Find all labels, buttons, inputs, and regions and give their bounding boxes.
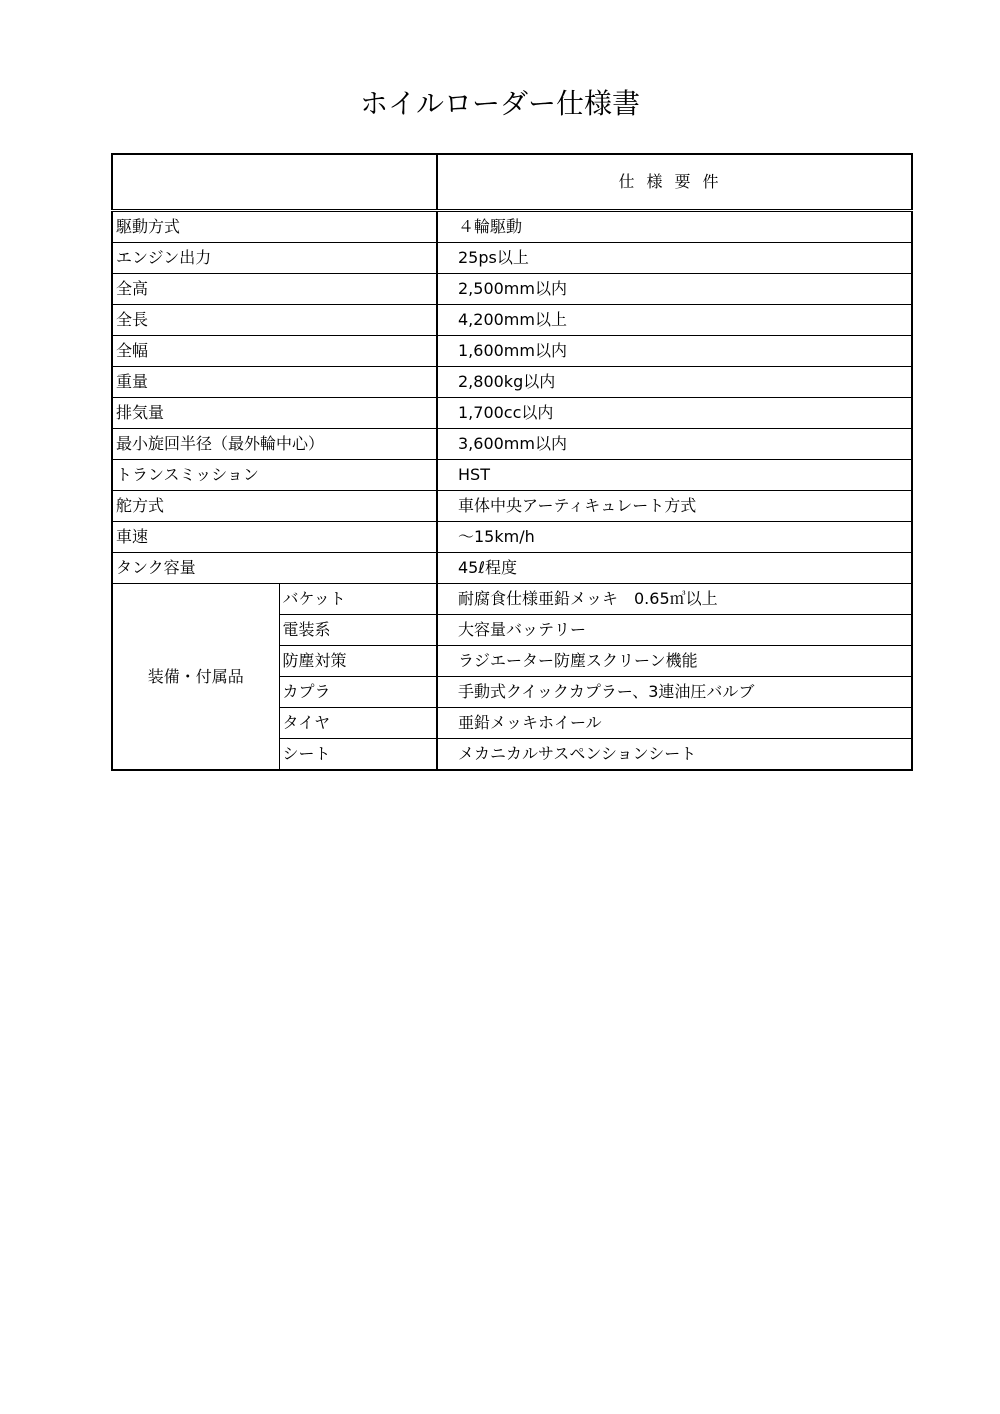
table-row bbox=[112, 429, 912, 460]
table-row bbox=[112, 243, 912, 274]
row-value: 1,600mm以内 bbox=[437, 336, 912, 367]
header-label-cell bbox=[112, 154, 437, 211]
table-row bbox=[112, 491, 912, 522]
row-label: 重量 bbox=[112, 367, 437, 398]
table-row bbox=[112, 522, 912, 553]
table-row bbox=[112, 336, 912, 367]
group-item-label: シート bbox=[279, 739, 437, 771]
row-label: トランスミッション bbox=[112, 460, 437, 491]
group-item-value: 大容量バッテリー bbox=[437, 615, 912, 646]
row-label: 駆動方式 bbox=[112, 211, 437, 243]
row-value: 45ℓ程度 bbox=[437, 553, 912, 584]
group-item-label: 防塵対策 bbox=[279, 646, 437, 677]
row-value: 車体中央アーティキュレート方式 bbox=[437, 491, 912, 522]
group-item-value: ラジエーター防塵スクリーン機能 bbox=[437, 646, 912, 677]
table-row bbox=[112, 305, 912, 336]
group-label-equipment: 装備・付属品 bbox=[112, 584, 279, 771]
row-label: 車速 bbox=[112, 522, 437, 553]
row-value: 2,800kg以内 bbox=[437, 367, 912, 398]
row-value: HST bbox=[437, 460, 912, 491]
table-row bbox=[112, 367, 912, 398]
group-item-label: タイヤ bbox=[279, 708, 437, 739]
table-row bbox=[112, 211, 912, 243]
group-item-value: メカニカルサスペンションシート bbox=[437, 739, 912, 771]
row-value: 25ps以上 bbox=[437, 243, 912, 274]
table-row bbox=[112, 584, 912, 615]
row-label: 排気量 bbox=[112, 398, 437, 429]
row-label: 舵方式 bbox=[112, 491, 437, 522]
table-row bbox=[112, 398, 912, 429]
group-item-value: 亜鉛メッキホイール bbox=[437, 708, 912, 739]
row-value: 1,700cc以内 bbox=[437, 398, 912, 429]
row-value: 4,200mm以上 bbox=[437, 305, 912, 336]
row-value: ～15km/h bbox=[437, 522, 912, 553]
group-item-label: 電装系 bbox=[279, 615, 437, 646]
spec-table bbox=[111, 153, 913, 771]
table-row bbox=[112, 553, 912, 584]
document-title: ホイルローダー仕様書 bbox=[359, 87, 640, 120]
header-value-cell: 仕様要件 bbox=[437, 154, 912, 211]
row-label: 全長 bbox=[112, 305, 437, 336]
row-value: 3,600mm以内 bbox=[437, 429, 912, 460]
row-label: 全幅 bbox=[112, 336, 437, 367]
row-value: ４輪駆動 bbox=[437, 211, 912, 243]
row-label: 全高 bbox=[112, 274, 437, 305]
group-item-label: バケット bbox=[279, 584, 437, 615]
row-label: 最小旋回半径（最外輪中心） bbox=[112, 429, 437, 460]
row-label: エンジン出力 bbox=[112, 243, 437, 274]
row-label: タンク容量 bbox=[112, 553, 437, 584]
group-item-value: 耐腐食仕様亜鉛メッキ 0.65㎥以上 bbox=[437, 584, 912, 615]
group-item-label: カプラ bbox=[279, 677, 437, 708]
table-header-row bbox=[112, 154, 912, 211]
row-value: 2,500mm以内 bbox=[437, 274, 912, 305]
table-row bbox=[112, 274, 912, 305]
table-row bbox=[112, 460, 912, 491]
group-item-value: 手動式クイックカプラー、3連油圧バルブ bbox=[437, 677, 912, 708]
